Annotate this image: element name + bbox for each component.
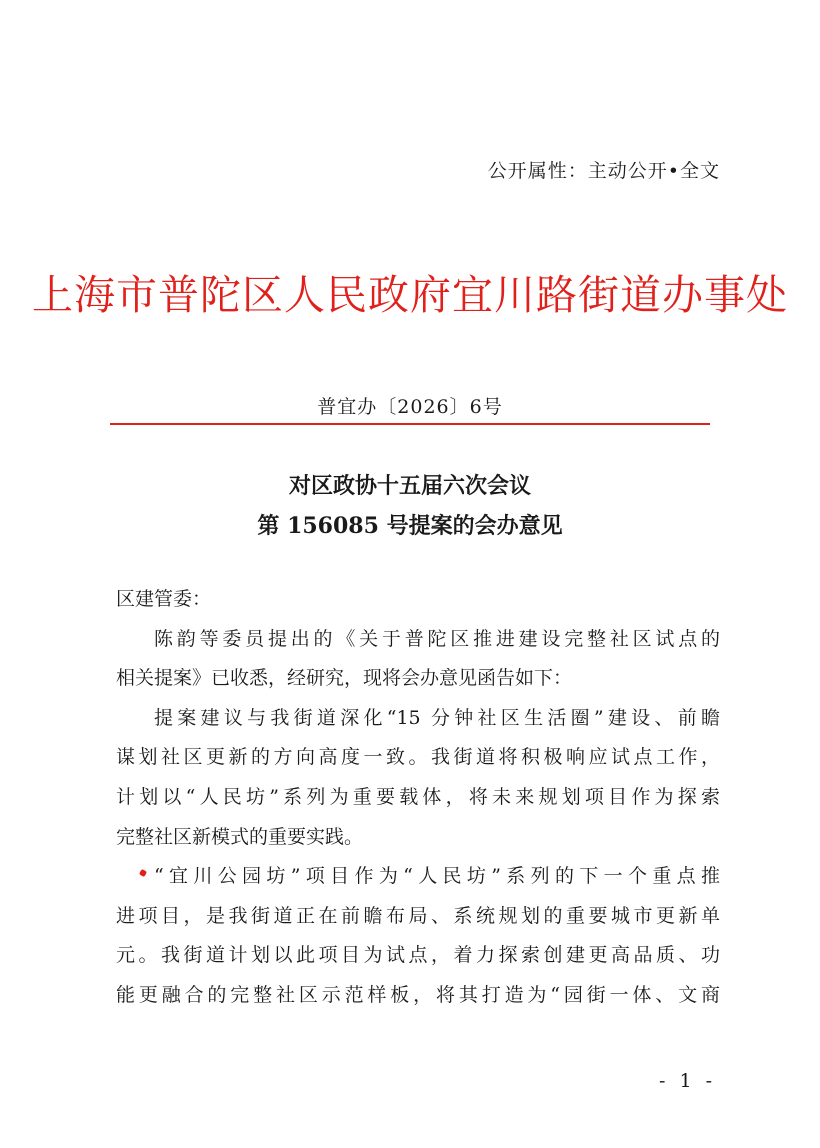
document-title-line-1: 对区政协十五届六次会议: [288, 473, 531, 499]
body-line: 能更融合的完整社区示范样板，将其打造为“园街一体、文商: [116, 983, 720, 1006]
body-line: 元。我街道计划以此项目为试点，着力探索创建更高品质、功: [116, 944, 720, 967]
body-line: 计划以“人民坊”系列为重要载体，将未来规划项目作为探索: [116, 785, 720, 808]
body-line: 陈韵等委员提出的《关于普陀区推进建设完整社区试点的: [154, 627, 720, 650]
body-line: “宜川公园坊”项目作为“人民坊”系列的下一个重点推: [154, 865, 720, 888]
document-body: [116, 580, 720, 1016]
document-title-line-2: 第 156085 号提案的会办意见: [257, 513, 563, 539]
body-line: 进项目，是我街道正在前瞻布局、系统规划的重要城市更新单: [116, 904, 720, 927]
page-number: - 1 -: [658, 1070, 716, 1092]
document-number: 普宜办〔2026〕6号: [317, 396, 503, 418]
body-line: 相关提案》已收悉，经研究，现将会办意见函告如下：: [116, 667, 573, 690]
body-line: 提案建议与我街道深化“15 分钟社区生活圈”建设、前瞻: [154, 706, 720, 729]
disclosure-attribute: 公开属性：主动公开•全文: [487, 160, 720, 182]
body-line: 谋划社区更新的方向高度一致。我街道将积极响应试点工作，: [116, 746, 720, 769]
salutation: 区建管委：: [116, 588, 212, 610]
issuing-authority-title: 上海市普陀区人民政府宜川路街道办事处: [32, 271, 788, 319]
body-line: 完整社区新模式的重要实践。: [116, 825, 364, 848]
document-title: [0, 466, 820, 546]
red-separator-line: [110, 423, 710, 425]
